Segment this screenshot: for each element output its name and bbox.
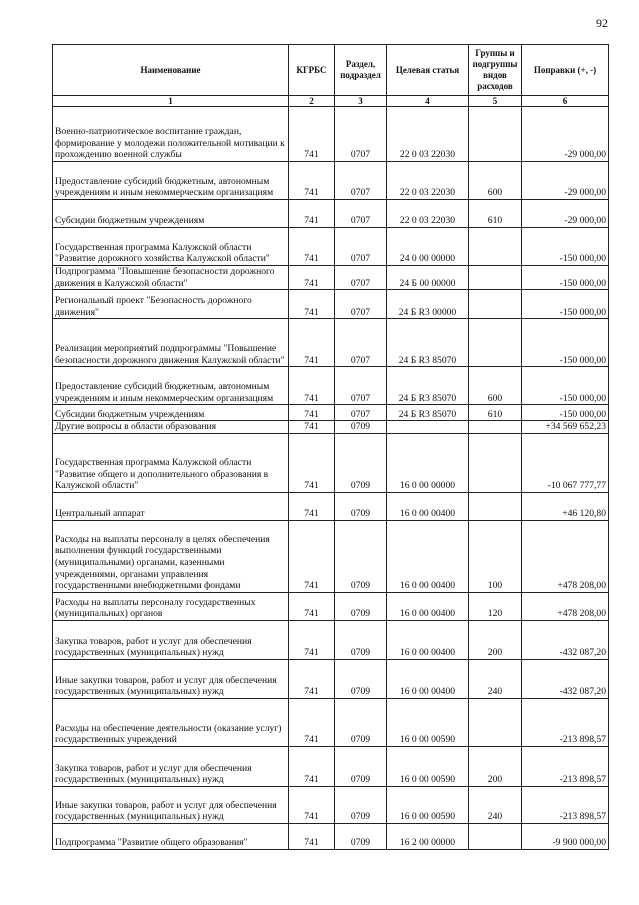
row-name: Закупка товаров, работ и услуг для обеспечения государственных (муниципальных) нужд — [53, 746, 289, 786]
row-target: 22 0 03 22030 — [387, 162, 469, 200]
row-section: 0707 — [335, 228, 387, 266]
row-target: 16 0 00 00400 — [387, 520, 469, 592]
row-target: 16 0 00 00400 — [387, 659, 469, 698]
row-amount: -9 900 000,00 — [522, 823, 609, 849]
row-name: Предоставление субсидий бюджетным, автономным учреждениям и иным некоммерческим организациям — [53, 367, 289, 405]
row-target — [387, 421, 469, 434]
table-row — [53, 319, 609, 367]
table-row — [53, 433, 609, 492]
row-amount: -150 000,00 — [522, 228, 609, 266]
table-row — [53, 786, 609, 823]
row-kgrbs: 741 — [289, 786, 335, 823]
row-group — [469, 823, 522, 849]
row-section: 0709 — [335, 746, 387, 786]
row-target: 16 0 00 00400 — [387, 592, 469, 620]
row-amount: -213 898,57 — [522, 786, 609, 823]
table-row — [53, 266, 609, 290]
column-number: 4 — [387, 96, 469, 107]
row-kgrbs: 741 — [289, 698, 335, 746]
page-number: 92 — [596, 16, 608, 30]
row-group: 200 — [469, 746, 522, 786]
row-name: Иные закупки товаров, работ и услуг для обеспечения государственных (муниципальных) нужд — [53, 786, 289, 823]
column-number: 2 — [289, 96, 335, 107]
row-group — [469, 228, 522, 266]
row-target: 22 0 03 22030 — [387, 200, 469, 228]
row-group: 200 — [469, 620, 522, 659]
table-row — [53, 290, 609, 319]
row-amount: -432 087,20 — [522, 659, 609, 698]
row-name: Государственная программа Калужской области "Развитие дорожного хозяйства Калужской области" — [53, 228, 289, 266]
table-row — [53, 520, 609, 592]
row-section: 0709 — [335, 786, 387, 823]
row-group — [469, 433, 522, 492]
row-target: 24 Б R3 85070 — [387, 367, 469, 405]
row-section: 0709 — [335, 659, 387, 698]
row-name: Иные закупки товаров, работ и услуг для обеспечения государственных (муниципальных) нужд — [53, 659, 289, 698]
row-group — [469, 698, 522, 746]
row-kgrbs: 741 — [289, 228, 335, 266]
row-section: 0709 — [335, 520, 387, 592]
row-amount: -29 000,00 — [522, 200, 609, 228]
row-section: 0707 — [335, 107, 387, 162]
table-row — [53, 162, 609, 200]
table-row — [53, 492, 609, 520]
table-row — [53, 200, 609, 228]
row-target: 24 0 00 00000 — [387, 228, 469, 266]
row-section: 0709 — [335, 620, 387, 659]
column-number: 3 — [335, 96, 387, 107]
row-name: Другие вопросы в области образования — [53, 421, 289, 434]
row-amount: -150 000,00 — [522, 367, 609, 405]
table-row — [53, 228, 609, 266]
table-row — [53, 823, 609, 849]
row-name: Подпрограмма "Развитие общего образования" — [53, 823, 289, 849]
header-section: Раздел, подраздел — [335, 45, 387, 96]
row-section: 0709 — [335, 592, 387, 620]
row-target: 24 Б 00 00000 — [387, 266, 469, 290]
header-groups: Группы и подгруппы видов расходов — [469, 45, 522, 96]
row-name: Государственная программа Калужской области "Развитие общего и дополнительного образования в Калужской области" — [53, 433, 289, 492]
row-section: 0709 — [335, 823, 387, 849]
row-section: 0709 — [335, 433, 387, 492]
row-kgrbs: 741 — [289, 492, 335, 520]
row-section: 0707 — [335, 290, 387, 319]
row-section: 0707 — [335, 367, 387, 405]
row-target: 16 0 00 00400 — [387, 620, 469, 659]
row-target: 16 0 00 00590 — [387, 746, 469, 786]
row-target: 16 0 00 00590 — [387, 786, 469, 823]
row-target: 22 0 03 22030 — [387, 107, 469, 162]
row-section: 0709 — [335, 492, 387, 520]
table-row — [53, 620, 609, 659]
row-amount: -10 067 777,77 — [522, 433, 609, 492]
row-name: Военно-патриотическое воспитание граждан, формирование у молодежи положительной мотивации к прохождению военной службы — [53, 107, 289, 162]
row-amount: +478 208,00 — [522, 592, 609, 620]
row-kgrbs: 741 — [289, 433, 335, 492]
row-section: 0707 — [335, 162, 387, 200]
table-row — [53, 421, 609, 434]
row-amount: -150 000,00 — [522, 319, 609, 367]
column-number: 6 — [522, 96, 609, 107]
row-group — [469, 492, 522, 520]
row-kgrbs: 741 — [289, 405, 335, 421]
row-amount: -150 000,00 — [522, 290, 609, 319]
header-kgrbs: КГРБС — [289, 45, 335, 96]
row-kgrbs: 741 — [289, 746, 335, 786]
table-row — [53, 107, 609, 162]
row-name: Реализация мероприятий подпрограммы "Повышение безопасности дорожного движения Калужской области" — [53, 319, 289, 367]
row-target: 16 0 00 00000 — [387, 433, 469, 492]
row-name: Предоставление субсидий бюджетным, автономным учреждениям и иным некоммерческим организациям — [53, 162, 289, 200]
row-amount: -29 000,00 — [522, 107, 609, 162]
row-name: Субсидии бюджетным учреждениям — [53, 200, 289, 228]
row-section: 0709 — [335, 698, 387, 746]
row-group: 600 — [469, 367, 522, 405]
row-kgrbs: 741 — [289, 319, 335, 367]
row-target: 16 0 00 00590 — [387, 698, 469, 746]
row-name: Расходы на выплаты персоналу государственных (муниципальных) органов — [53, 592, 289, 620]
column-number-row — [53, 96, 609, 107]
row-target: 24 Б R3 85070 — [387, 405, 469, 421]
table-row — [53, 405, 609, 421]
row-name: Расходы на выплаты персоналу в целях обеспечения выполнения функций государственными (муниципальными) органами, казенными учреждениями, органами управления государственными внебюджетными фондами — [53, 520, 289, 592]
row-name: Расходы на обеспечение деятельности (оказание услуг) государственных учреждений — [53, 698, 289, 746]
row-kgrbs: 741 — [289, 107, 335, 162]
row-section: 0707 — [335, 319, 387, 367]
header-amendments: Поправки (+, -) — [522, 45, 609, 96]
row-target: 24 Б R3 85070 — [387, 319, 469, 367]
header-target: Целевая статья — [387, 45, 469, 96]
row-group — [469, 421, 522, 434]
column-number: 5 — [469, 96, 522, 107]
row-group: 100 — [469, 520, 522, 592]
row-amount: -150 000,00 — [522, 405, 609, 421]
row-group — [469, 290, 522, 319]
row-group: 120 — [469, 592, 522, 620]
row-section: 0707 — [335, 200, 387, 228]
row-group: 240 — [469, 786, 522, 823]
row-kgrbs: 741 — [289, 162, 335, 200]
table-body — [53, 107, 609, 850]
row-group — [469, 107, 522, 162]
row-target: 16 0 00 00400 — [387, 492, 469, 520]
row-name: Подпрограмма "Повышение безопасности дорожного движения в Калужской области" — [53, 266, 289, 290]
table-row — [53, 746, 609, 786]
row-section: 0707 — [335, 266, 387, 290]
header-name: Наименование — [53, 45, 289, 96]
row-amount: -213 898,57 — [522, 698, 609, 746]
row-name: Центральный аппарат — [53, 492, 289, 520]
row-group: 600 — [469, 162, 522, 200]
row-kgrbs: 741 — [289, 266, 335, 290]
table-row — [53, 592, 609, 620]
row-kgrbs: 741 — [289, 520, 335, 592]
row-kgrbs: 741 — [289, 290, 335, 319]
table-header-row — [53, 45, 609, 96]
table-row — [53, 659, 609, 698]
row-target: 16 2 00 00000 — [387, 823, 469, 849]
row-group: 240 — [469, 659, 522, 698]
row-amount: -432 087,20 — [522, 620, 609, 659]
row-kgrbs: 741 — [289, 659, 335, 698]
row-kgrbs: 741 — [289, 823, 335, 849]
row-section: 0707 — [335, 405, 387, 421]
row-amount: +478 208,00 — [522, 520, 609, 592]
table-row — [53, 367, 609, 405]
row-kgrbs: 741 — [289, 200, 335, 228]
row-name: Субсидии бюджетным учреждениям — [53, 405, 289, 421]
row-name: Закупка товаров, работ и услуг для обеспечения государственных (муниципальных) нужд — [53, 620, 289, 659]
row-group — [469, 266, 522, 290]
row-group: 610 — [469, 200, 522, 228]
column-number: 1 — [53, 96, 289, 107]
row-group: 610 — [469, 405, 522, 421]
budget-table — [52, 44, 609, 850]
row-group — [469, 319, 522, 367]
row-kgrbs: 741 — [289, 592, 335, 620]
row-amount: -29 000,00 — [522, 162, 609, 200]
row-kgrbs: 741 — [289, 620, 335, 659]
row-section: 0709 — [335, 421, 387, 434]
row-amount: -213 898,57 — [522, 746, 609, 786]
row-name: Региональный проект "Безопасность дорожного движения" — [53, 290, 289, 319]
row-amount: -150 000,00 — [522, 266, 609, 290]
row-amount: +46 120,80 — [522, 492, 609, 520]
table-row — [53, 698, 609, 746]
row-kgrbs: 741 — [289, 367, 335, 405]
row-amount: +34 569 652,23 — [522, 421, 609, 434]
row-target: 24 Б R3 00000 — [387, 290, 469, 319]
row-kgrbs: 741 — [289, 421, 335, 434]
